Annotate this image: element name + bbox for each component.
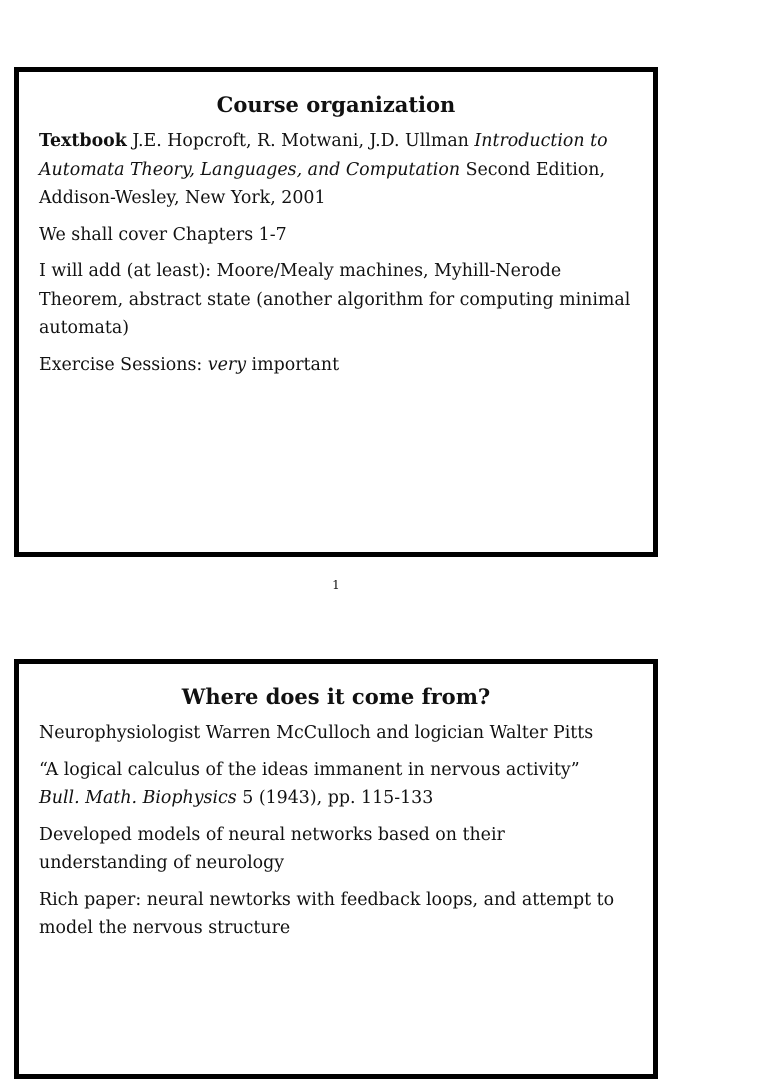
exercise-paragraph — [39, 351, 633, 380]
origin-paragraph: Neurophysiologist Warren McCulloch and logician Walter Pitts — [39, 723, 594, 743]
exercise-emphasis: very — [207, 354, 247, 375]
slide-title: Course organization — [216, 92, 456, 117]
exercise-text: Exercise Sessions: — [39, 354, 208, 375]
textbook-label: Textbook — [39, 131, 127, 151]
exercise-text-end: important — [246, 354, 340, 375]
paper-title: “A logical calculus of the ideas immanent in nervous activity” — [39, 759, 580, 780]
paper-details: 5 (1943), pp. 115-133 — [236, 788, 434, 808]
textbook-details: Second Edition, Addison-Wesley, New York, 2001 — [39, 159, 605, 208]
rich-paper-paragraph: Rich paper: neural newtorks with feedback loops, and attempt to model the nervous structure — [39, 889, 615, 938]
chapters-paragraph: We shall cover Chapters 1-7 — [39, 224, 287, 245]
slide-title: Where does it come from? — [181, 684, 491, 709]
slide-course-organization — [14, 67, 658, 557]
additions-paragraph: I will add (at least): Moore/Mealy machines, Myhill-Nerode Theorem, abstract state (another algorithm for computing minimal automata) — [39, 261, 631, 338]
textbook-title: Introduction to Automata Theory, Languages, and Computation — [39, 131, 608, 180]
paper-citation — [39, 784, 633, 813]
page-number: 1 — [332, 578, 340, 592]
models-paragraph: Developed models of neural networks based on their understanding of neurology — [39, 824, 505, 873]
paper-journal: Bull. Math. Biophysics — [39, 788, 237, 808]
paper-paragraph — [39, 756, 633, 813]
textbook-authors: J.E. Hopcroft, R. Motwani, J.D. Ullman — [126, 131, 475, 151]
textbook-paragraph — [39, 127, 633, 213]
slide-where-does-it-come-from — [14, 659, 658, 1079]
